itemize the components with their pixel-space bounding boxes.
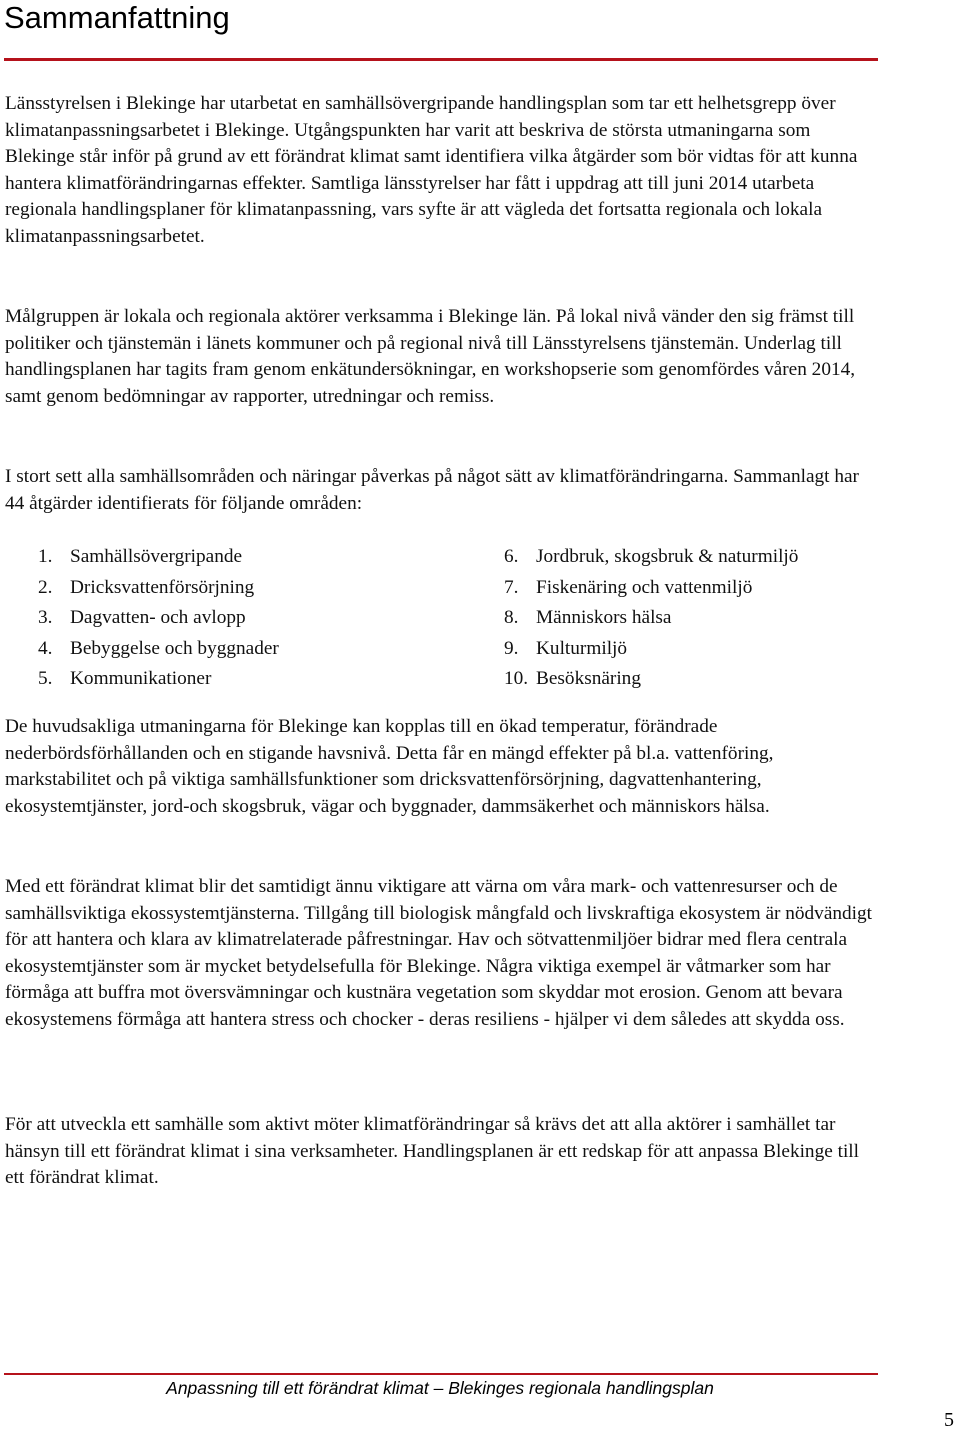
footer-text: Anpassning till ett förändrat klimat – Blekinges regionala handlingsplan: [166, 1378, 714, 1398]
paragraph-ecosystems: Med ett förändrat klimat blir det samtidigt ännu viktigare att värna om våra mark- och vattenresurser och de samhällsviktiga ekossystemtjänsterna. Tillgång till biologisk mångfald och livskraftiga ekosystem är nödvändigt för att hantera och klara av klimatrelaterade påfrestningar. Hav och sötvattenmiljöer bidrar med flera centrala ekosystemtjänster som är mycket betydelsefulla för Blekinge. Några viktiga exempel är våtmarker som har förmåga att buffra mot översvämningar och kustnära vegetation som skyddar mot erosion. Genom att bevara ekosystemens förmåga att hantera stress och chocker - deras resiliens - hjälper vi dem således att skydda oss.: [5, 876, 873, 1030]
list-item: 4. Bebyggelse och byggnader: [38, 637, 279, 659]
header-rule: [4, 58, 878, 61]
areas-list-right: [504, 542, 798, 695]
paragraph-challenges: De huvudsakliga utmaningarna för Blekinge kan kopplas till en ökad temperatur, förändrade nederbördsförhållanden och en stigande havsnivå. Detta får en mängd effekter på bl.a. vattenföring, markstabilitet och på viktiga samhällsfunktioner som dricksvattenförsörjning, dagvattenhantering, ekosystemtjänster, jord-och skogsbruk, vägar och byggnader, dammsäkerhet och människors hälsa.: [5, 716, 774, 817]
list-item: 1. Samhällsövergripande: [38, 546, 243, 567]
page-title: Sammanfattning: [4, 0, 230, 35]
paragraph-areas-intro: I stort sett alla samhällsområden och näringar påverkas på något sätt av klimatförändringarna. Sammanlagt har 44 åtgärder identifierats för följande områden:: [5, 466, 859, 514]
list-item: 2. Dricksvattenförsörjning: [38, 576, 255, 598]
list-item: 6. Jordbruk, skogsbruk & naturmiljö: [504, 546, 799, 567]
list-item: 9. Kulturmiljö: [504, 637, 628, 659]
list-item: 5. Kommunikationer: [38, 668, 212, 690]
page-number: 5: [944, 1409, 954, 1431]
list-item: 3. Dagvatten- och avlopp: [38, 607, 246, 629]
list-item: 7. Fiskenäring och vattenmiljö: [504, 576, 753, 598]
paragraph-target-group: Målgruppen är lokala och regionala aktörer verksamma i Blekinge län. På lokal nivå vänder den sig främst till politiker och tjänstemän i länets kommuner och på regional nivå till Länsstyrelsens tjänstemän. Underlag till handlingsplanen har tagits fram genom enkätundersökningar, en workshopserie som genomfördes våren 2014, samt genom bedömningar av rapporter, utredningar och remiss.: [5, 306, 856, 407]
list-item: 10. Besöksnäring: [504, 668, 641, 690]
paragraph-intro: Länsstyrelsen i Blekinge har utarbetat en samhällsövergripande handlingsplan som tar ett helhetsgrepp över klimatanpassningsarbetet i Blekinge. Utgångspunkten har varit att beskriva de största utmaningarna som Blekinge står inför på grund av ett förändrat klimat samt identifiera vilka åtgärder som bör vidtas för att kunna hantera klimatförändringarnas effekter. Samtliga länsstyrelser har fått i uppdrag att till juni 2014 utarbeta regionala handlingsplaner för klimatanpassning, vars syfte är att vägleda det fortsatta regionala och lokala klimatanpassningsarbetet.: [5, 93, 858, 247]
list-item: 8. Människors hälsa: [504, 607, 672, 629]
paragraph-conclusion: För att utveckla ett samhälle som aktivt möter klimatförändringar så krävs det att alla aktörer i samhället tar hänsyn till ett förändrat klimat i sina verksamheter. Handlingsplanen är ett redskap för att anpassa Blekinge till ett förändrat klimat.: [5, 1114, 860, 1189]
footer-rule: [4, 1373, 878, 1375]
areas-list-left: [38, 542, 279, 695]
